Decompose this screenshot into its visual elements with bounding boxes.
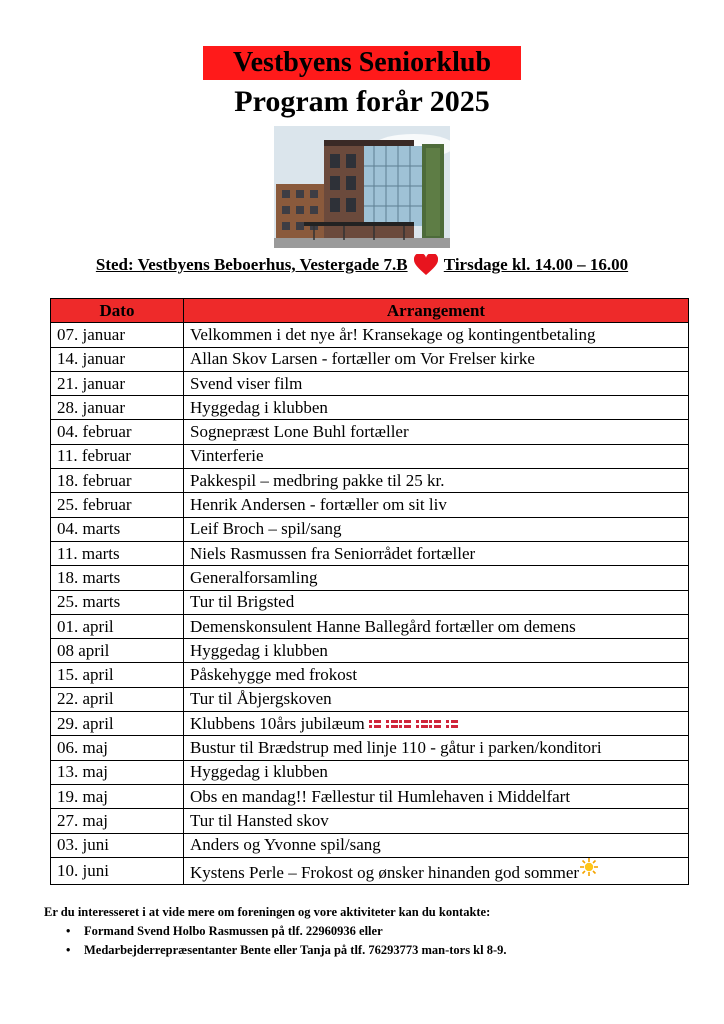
sun-icon [580, 858, 598, 882]
date-cell: 27. maj [51, 809, 184, 833]
table-row [51, 760, 689, 784]
date-cell: 06. maj [51, 736, 184, 760]
danish-flag-icon [446, 720, 458, 728]
table-header-row [51, 299, 689, 323]
event-cell: Niels Rasmussen fra Seniorrådet fortæller [184, 541, 689, 565]
date-cell: 04. februar [51, 420, 184, 444]
date-cell: 15. april [51, 663, 184, 687]
contact-footer [44, 903, 684, 960]
event-cell: Velkommen i det nye år! Kransekage og kontingentbetaling [184, 323, 689, 347]
table-row [51, 541, 689, 565]
event-text: Kystens Perle – Frokost og ønsker hinanden god sommer [190, 862, 580, 882]
table-row [51, 712, 689, 736]
table-row [51, 590, 689, 614]
table-row [51, 566, 689, 590]
event-cell: Hyggedag i klubben [184, 760, 689, 784]
table-row [51, 614, 689, 638]
date-cell: 25. marts [51, 590, 184, 614]
date-cell: 18. marts [51, 566, 184, 590]
venue-line [0, 254, 724, 282]
program-table [50, 298, 689, 885]
event-cell: Påskehygge med frokost [184, 663, 689, 687]
event-cell: Pakkespil – medbring pakke til 25 kr. [184, 469, 689, 493]
event-cell [184, 712, 689, 736]
club-name-title: Vestbyens Seniorklub [203, 46, 521, 80]
date-cell: 19. maj [51, 784, 184, 808]
program-title: Program forår 2025 [234, 85, 490, 118]
date-cell: 07. januar [51, 323, 184, 347]
event-cell: Generalforsamling [184, 566, 689, 590]
event-cell: Tur til Brigsted [184, 590, 689, 614]
building-photo [274, 126, 450, 248]
date-cell: 04. marts [51, 517, 184, 541]
danish-flag-icon [429, 720, 441, 728]
venue-place: Sted: Vestbyens Beboerhus, Vestergade 7.B [95, 255, 408, 274]
danish-flag-icon [416, 720, 428, 728]
danish-flag-icon [386, 720, 398, 728]
flags-group [369, 712, 459, 734]
table-row [51, 323, 689, 347]
event-cell [184, 857, 689, 884]
date-cell: 13. maj [51, 760, 184, 784]
date-cell: 10. juni [51, 857, 184, 884]
date-cell: 14. januar [51, 347, 184, 371]
date-cell: 28. januar [51, 396, 184, 420]
table-row [51, 809, 689, 833]
table-row [51, 517, 689, 541]
event-cell: Obs en mandag!! Fællestur til Humlehaven i Middelfart [184, 784, 689, 808]
date-cell: 18. februar [51, 469, 184, 493]
event-cell: Hyggedag i klubben [184, 396, 689, 420]
table-row [51, 469, 689, 493]
contact-intro: Er du interesseret i at vide mere om foreningen og vore aktiviteter kan du kontakte: [44, 905, 491, 919]
column-header-event: Arrangement [184, 299, 689, 323]
event-cell: Demenskonsulent Hanne Ballegård fortæller om demens [184, 614, 689, 638]
event-cell: Hyggedag i klubben [184, 639, 689, 663]
table-row [51, 833, 689, 857]
event-cell: Tur til Åbjergskoven [184, 687, 689, 711]
date-cell: 08 april [51, 639, 184, 663]
table-row [51, 347, 689, 371]
list-item: • Medarbejderrepræsentanter Bente eller Tanja på tlf. 76293773 man-tors kl 8-9. [66, 941, 684, 960]
table-row [51, 736, 689, 760]
date-cell: 25. februar [51, 493, 184, 517]
contact-list [44, 922, 684, 960]
date-cell: 01. april [51, 614, 184, 638]
table-row [51, 687, 689, 711]
event-cell: Sognepræst Lone Buhl fortæller [184, 420, 689, 444]
event-cell: Bustur til Brædstrup med linje 110 - gåtur i parken/konditori [184, 736, 689, 760]
date-cell: 11. marts [51, 541, 184, 565]
table-row [51, 784, 689, 808]
venue-time: Tirsdage kl. 14.00 – 16.00 [443, 255, 629, 274]
heart-icon [414, 254, 438, 282]
table-row [51, 857, 689, 884]
table-row [51, 493, 689, 517]
event-cell: Leif Broch – spil/sang [184, 517, 689, 541]
date-cell: 11. februar [51, 444, 184, 468]
table-row [51, 639, 689, 663]
table-row [51, 420, 689, 444]
column-header-date: Dato [51, 299, 184, 323]
danish-flag-icon [399, 720, 411, 728]
date-cell: 03. juni [51, 833, 184, 857]
event-cell: Tur til Hansted skov [184, 809, 689, 833]
table-row [51, 371, 689, 395]
list-item: • Formand Svend Holbo Rasmussen på tlf. 22960936 eller [66, 922, 684, 941]
date-cell: 22. april [51, 687, 184, 711]
date-cell: 29. april [51, 712, 184, 736]
event-cell: Svend viser film [184, 371, 689, 395]
event-cell: Anders og Yvonne spil/sang [184, 833, 689, 857]
table-row [51, 444, 689, 468]
table-row [51, 663, 689, 687]
event-text: Klubbens 10års jubilæum [190, 714, 365, 734]
danish-flag-icon [369, 720, 381, 728]
table-row [51, 396, 689, 420]
event-cell: Allan Skov Larsen - fortæller om Vor Frelser kirke [184, 347, 689, 371]
date-cell: 21. januar [51, 371, 184, 395]
event-cell: Vinterferie [184, 444, 689, 468]
event-cell: Henrik Andersen - fortæller om sit liv [184, 493, 689, 517]
